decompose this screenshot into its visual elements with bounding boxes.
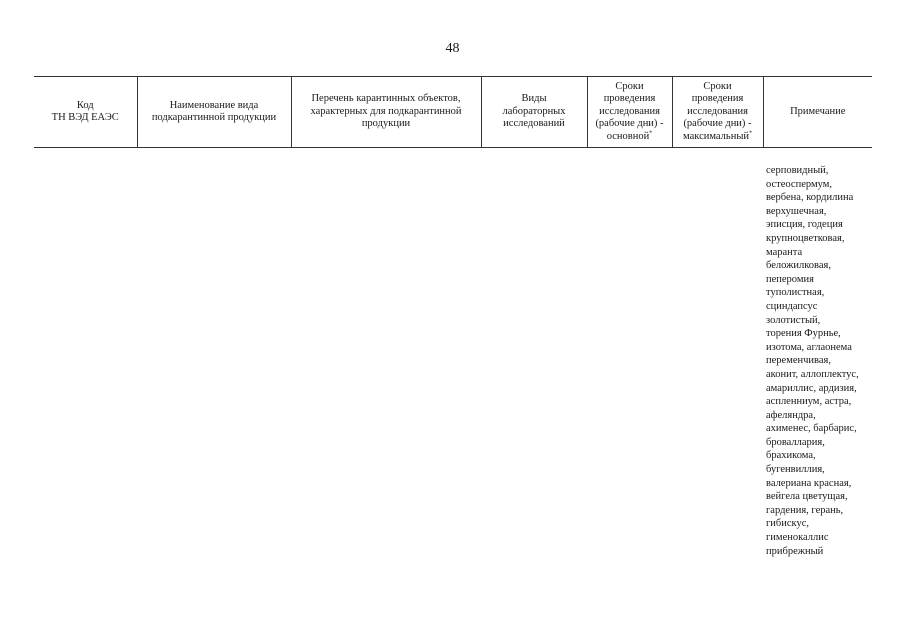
header-term-max (672, 77, 763, 148)
page-number: 48 (445, 41, 460, 56)
header-row (34, 77, 872, 148)
header-code: Код ТН ВЭД ЕАЭС (34, 77, 137, 148)
header-note: Примечание (763, 77, 872, 148)
cell-code (34, 148, 137, 559)
header-quarantine-objects: Перечень карантинных объектов, характерных для подкарантинной продукции (291, 77, 481, 148)
footnote-mark: * (749, 130, 752, 137)
header-term-basic-text: Сроки проведения исследования (рабочие дни) - основной (595, 80, 664, 142)
footnote-mark: * (649, 130, 653, 137)
cell-lab-research-types (481, 148, 587, 559)
cell-note: серповидный, остеоспермум, вербена, кордилина верхушечная, эписция, годеция крупноцветковая, маранта беложилковая, пеперомия туполистная, сциндапсус золотистый, торения Фурнье, изотома, аглаонема переменчивая, аконит, аллоплектус, амариллис, ардизия, аспленниум, астра, афеляндра, ахименес, барбарис, броваллария, брахикома, бугенвиллия, валериана красная, вейгела цветущая, гардения, герань, гибискус, гименокаллис прибрежный (766, 165, 859, 557)
header-term-max-text: Сроки проведения исследования (рабочие дни) - максимальный (683, 80, 752, 142)
table-row (34, 148, 872, 559)
quarantine-table (34, 76, 872, 558)
header-product-name: Наименование вида подкарантинной продукции (137, 77, 291, 148)
cell-term-max (672, 148, 763, 559)
cell-quarantine-objects (291, 148, 481, 559)
header-term-basic (587, 77, 672, 148)
cell-term-basic (587, 148, 672, 559)
cell-product-name (137, 148, 291, 559)
header-lab-research-types: Виды лабораторных исследований (481, 77, 587, 148)
